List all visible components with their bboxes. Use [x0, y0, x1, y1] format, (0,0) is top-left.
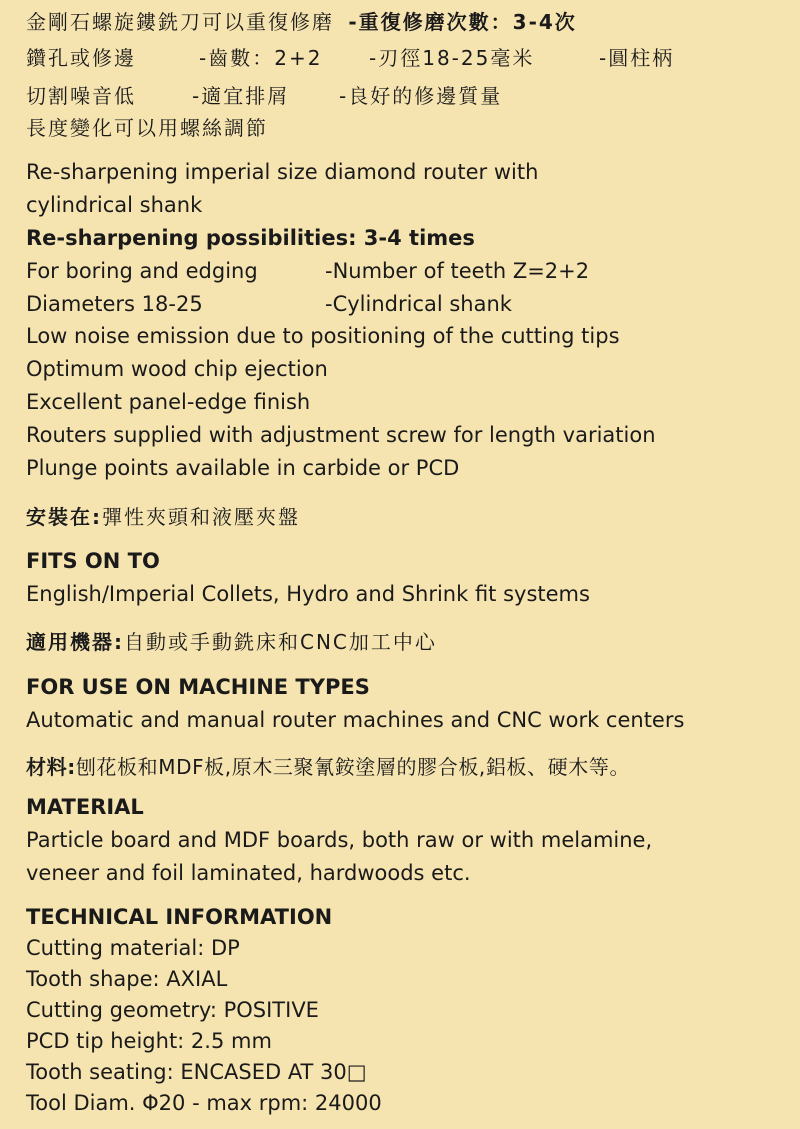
- technical-heading: TECHNICAL INFORMATION: [26, 905, 333, 929]
- tech-tooth-seating: Tooth seating: ENCASED AT 30□: [26, 1060, 367, 1084]
- fits-text: English/Imperial Collets, Hydro and Shrink fit systems: [26, 582, 590, 606]
- cn-length-adjustment: 長度變化可以用螺絲調節: [26, 116, 268, 140]
- cn-resharpening-count: -重復修磨次數：3-4次: [348, 10, 577, 34]
- cn-intro-line-1: [26, 8, 577, 36]
- machines-text: Automatic and manual router machines and CNC work centers: [26, 708, 685, 732]
- cn-diameter: -刃徑18-25毫米: [369, 46, 535, 70]
- tech-cutting-geometry: Cutting geometry: POSITIVE: [26, 998, 319, 1022]
- material-text-1: Particle board and MDF boards, both raw or with melamine,: [26, 828, 653, 852]
- cn-machines-text: 自動或手動銑床和CNC加工中心: [124, 630, 437, 654]
- cn-material-label: 材料:: [26, 755, 76, 779]
- en-intro-line-1: Re-sharpening imperial size diamond router with: [26, 160, 539, 184]
- cn-machines-label: 適用機器:: [26, 630, 124, 654]
- cn-boring-edging: 鑽孔或修邊: [26, 46, 136, 70]
- cn-fits-label: 安裝在:: [26, 505, 102, 529]
- cn-material-line: [26, 753, 630, 781]
- en-chip-ejection: Optimum wood chip ejection: [26, 357, 328, 381]
- en-low-noise: Low noise emission due to positioning of the cutting tips: [26, 324, 620, 348]
- en-diameters: Diameters 18-25: [26, 292, 203, 316]
- machines-heading: FOR USE ON MACHINE TYPES: [26, 675, 370, 699]
- en-edge-finish: Excellent panel-edge finish: [26, 390, 311, 414]
- material-heading: MATERIAL: [26, 795, 144, 819]
- en-adjustment-screw: Routers supplied with adjustment screw for length variation: [26, 423, 656, 447]
- en-number-of-teeth: -Number of teeth Z=2+2: [325, 259, 590, 283]
- cn-cylindrical-shank: -圓柱柄: [599, 46, 675, 70]
- en-plunge-points: Plunge points available in carbide or PCD: [26, 456, 460, 480]
- cn-low-noise: 切割噪音低: [26, 84, 136, 108]
- cn-chip-ejection: -適宜排屑: [192, 84, 290, 108]
- cn-teeth-count: -齒數：2+2: [199, 46, 323, 70]
- tech-cutting-material: Cutting material: DP: [26, 936, 240, 960]
- material-text-2: veneer and foil laminated, hardwoods etc.: [26, 861, 471, 885]
- en-resharpening-possibilities: Re-sharpening possibilities: 3-4 times: [26, 226, 475, 250]
- en-intro-line-2: cylindrical shank: [26, 193, 203, 217]
- tech-pcd-tip-height: PCD tip height: 2.5 mm: [26, 1029, 272, 1053]
- fits-heading: FITS ON TO: [26, 549, 160, 573]
- cn-intro-title: 金剛石螺旋鏤銑刀可以重復修磨: [26, 10, 334, 34]
- cn-machines-line: [26, 628, 437, 656]
- cn-edge-quality: -良好的修邊質量: [339, 84, 503, 108]
- cn-fits-text: 彈性夾頭和液壓夾盤: [102, 505, 300, 529]
- cn-material-text: 刨花板和MDF板,原木三聚氰銨塗層的膠合板,鋁板、硬木等。: [75, 755, 631, 779]
- en-cylindrical-shank: -Cylindrical shank: [325, 292, 512, 316]
- cn-fits-line: [26, 503, 300, 531]
- tech-tool-diameter-rpm: Tool Diam. Φ20 - max rpm: 24000: [26, 1091, 382, 1115]
- en-boring-edging: For boring and edging: [26, 259, 258, 283]
- tech-tooth-shape: Tooth shape: AXIAL: [26, 967, 228, 991]
